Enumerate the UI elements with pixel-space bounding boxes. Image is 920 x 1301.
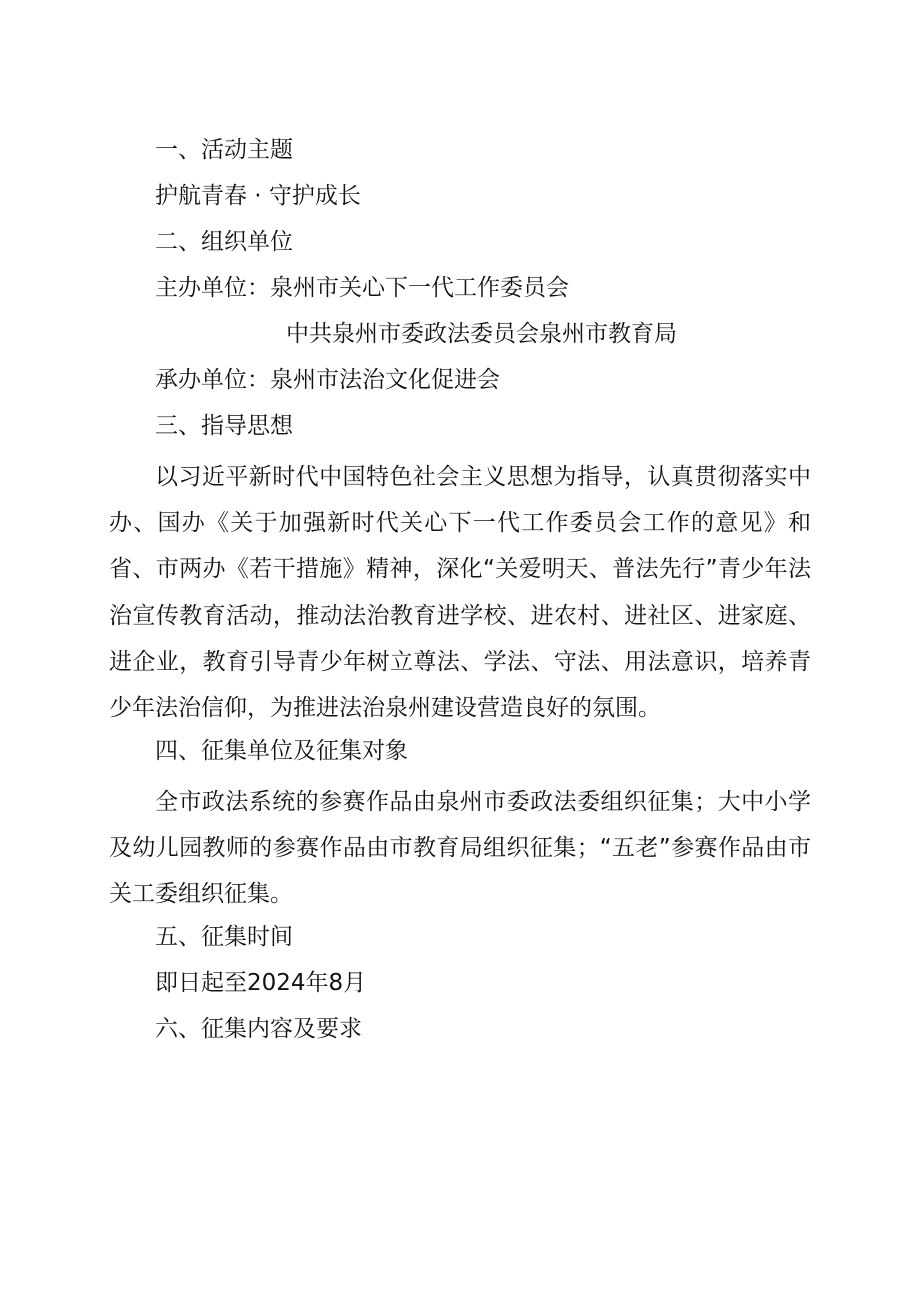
host-units-line: 主办单位：泉州市关心下一代工作委员会	[155, 275, 569, 301]
section4-heading: 四、征集单位及征集对象	[155, 738, 408, 764]
section6-heading: 六、征集内容及要求	[155, 1016, 362, 1042]
section5-heading: 五、征集时间	[155, 924, 293, 950]
organizer-line: 承办单位：泉州市法治文化促进会	[155, 367, 500, 393]
section2-heading: 二、组织单位	[155, 229, 293, 255]
guiding-thought-paragraph: 以习近平新时代中国特色社会主义思想为指导，认真贯彻落实中办、国办《关于加强新时代关心下一代工作委员会工作的意见》和省、市两办《若干措施》精神，深化“关爱明天、普法先行”青少年法治宣传教育活动，推动法治教育进学校、进农村、进社区、进家庭、进企业，教育引导青少年树立尊法、学法、守法、用法意识，培养青少年法治信仰，为推进法治泉州建设营造良好的氛围。	[109, 464, 811, 722]
collection-time: 即日起至2024年8月	[155, 970, 367, 996]
host-units-line2: 中共泉州市委政法委员会泉州市教育局	[286, 321, 677, 347]
section3-heading: 三、指导思想	[155, 413, 293, 439]
collection-units-paragraph: 全市政法系统的参赛作品由泉州市委政法委组织征集；大中小学及幼儿园教师的参赛作品由市教育局组织征集；“五老”参赛作品由市关工委组织征集。	[109, 789, 811, 908]
section1-heading: 一、活动主题	[155, 137, 293, 163]
activity-theme: 护航青春 · 守护成长	[155, 183, 361, 209]
